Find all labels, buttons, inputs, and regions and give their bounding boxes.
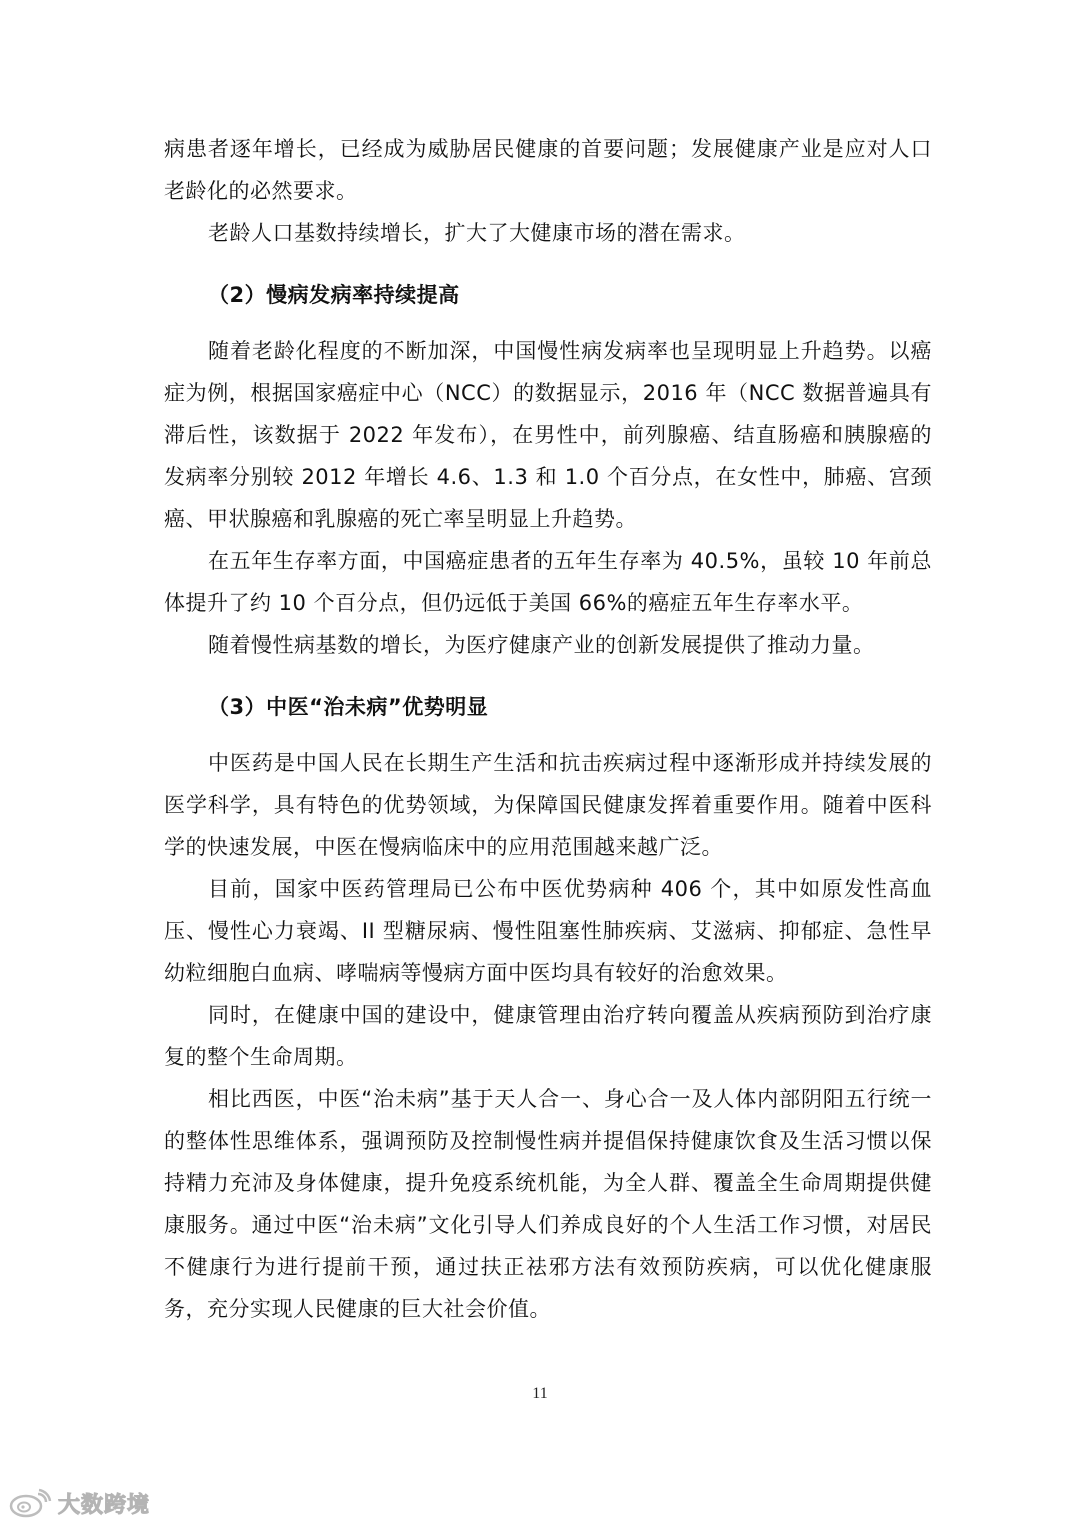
- paragraph-innovation-driver: 随着慢性病基数的增长，为医疗健康产业的创新发展提供了推动力量。: [208, 633, 875, 657]
- section-heading-chronic-disease: （2）慢病发病率持续提高: [208, 283, 460, 307]
- page-number: 11: [532, 1385, 548, 1402]
- paragraph-tcm-vs-western: 相比西医，中医“治未病”基于天人合一、身心合一及人体内部阴阳五行统一的整体性思维体系，强调预防及控制慢性病并提倡保持健康饮食及生活习惯以保持精力充沛及身体健康，提升免疫系统机能，为全人群、覆盖全生命周期提供健康服务。通过中医“治未病”文化引导人们养成良好的个人生活工作习惯，对居民不健康行为进行提前干预，通过扶正祛邪方法有效预防疾病，可以优化健康服务，充分实现人民健康的巨大社会价值。: [164, 1087, 932, 1321]
- watermark-text: 大数跨境: [58, 1492, 151, 1518]
- paragraph-cancer-incidence: 随着老龄化程度的不断加深，中国慢性病发病率也呈现明显上升趋势。以癌症为例，根据国家癌症中心（NCC）的数据显示，2016 年（NCC 数据普遍具有滞后性，该数据于 2022 年发布），在男性中，前列腺癌、结直肠癌和胰腺癌的发病率分别较 2012 年增长 4.6、1.3 和 1.0 个百分点，在女性中，肺癌、宫颈癌、甲状腺癌和乳腺癌的死亡率呈明显上升趋势。: [164, 339, 932, 531]
- document-body: [164, 128, 932, 1330]
- weibo-style-logo-icon: [8, 1488, 52, 1518]
- paragraph-tcm-overview: 中医药是中国人民在长期生产生活和抗击疾病过程中逐渐形成并持续发展的医学科学，具有特色的优势领域，为保障国民健康发挥着重要作用。随着中医科学的快速发展，中医在慢病临床中的应用范围越来越广泛。: [164, 751, 932, 859]
- paragraph-aging-conclusion: 病患者逐年增长，已经成为威胁居民健康的首要问题；发展健康产业是应对人口老龄化的必然要求。: [164, 137, 932, 203]
- paragraph-health-management: 同时，在健康中国的建设中，健康管理由治疗转向覆盖从疾病预防到治疗康复的整个生命周期。: [164, 1003, 932, 1069]
- section-heading-tcm-prevention: （3）中医“治未病”优势明显: [208, 695, 489, 719]
- watermark: [8, 1486, 150, 1520]
- paragraph-survival-rate: 在五年生存率方面，中国癌症患者的五年生存率为 40.5%，虽较 10 年前总体提升了约 10 个百分点，但仍远低于美国 66%的癌症五年生存率水平。: [164, 549, 932, 615]
- paragraph-tcm-diseases: 目前，国家中医药管理局已公布中医优势病种 406 个，其中如原发性高血压、慢性心力衰竭、II 型糖尿病、慢性阻塞性肺疾病、艾滋病、抑郁症、急性早幼粒细胞白血病、哮喘病等慢病方面中医均具有较好的治愈效果。: [164, 877, 932, 985]
- paragraph-aging-demand: 老龄人口基数持续增长，扩大了大健康市场的潜在需求。: [208, 221, 746, 245]
